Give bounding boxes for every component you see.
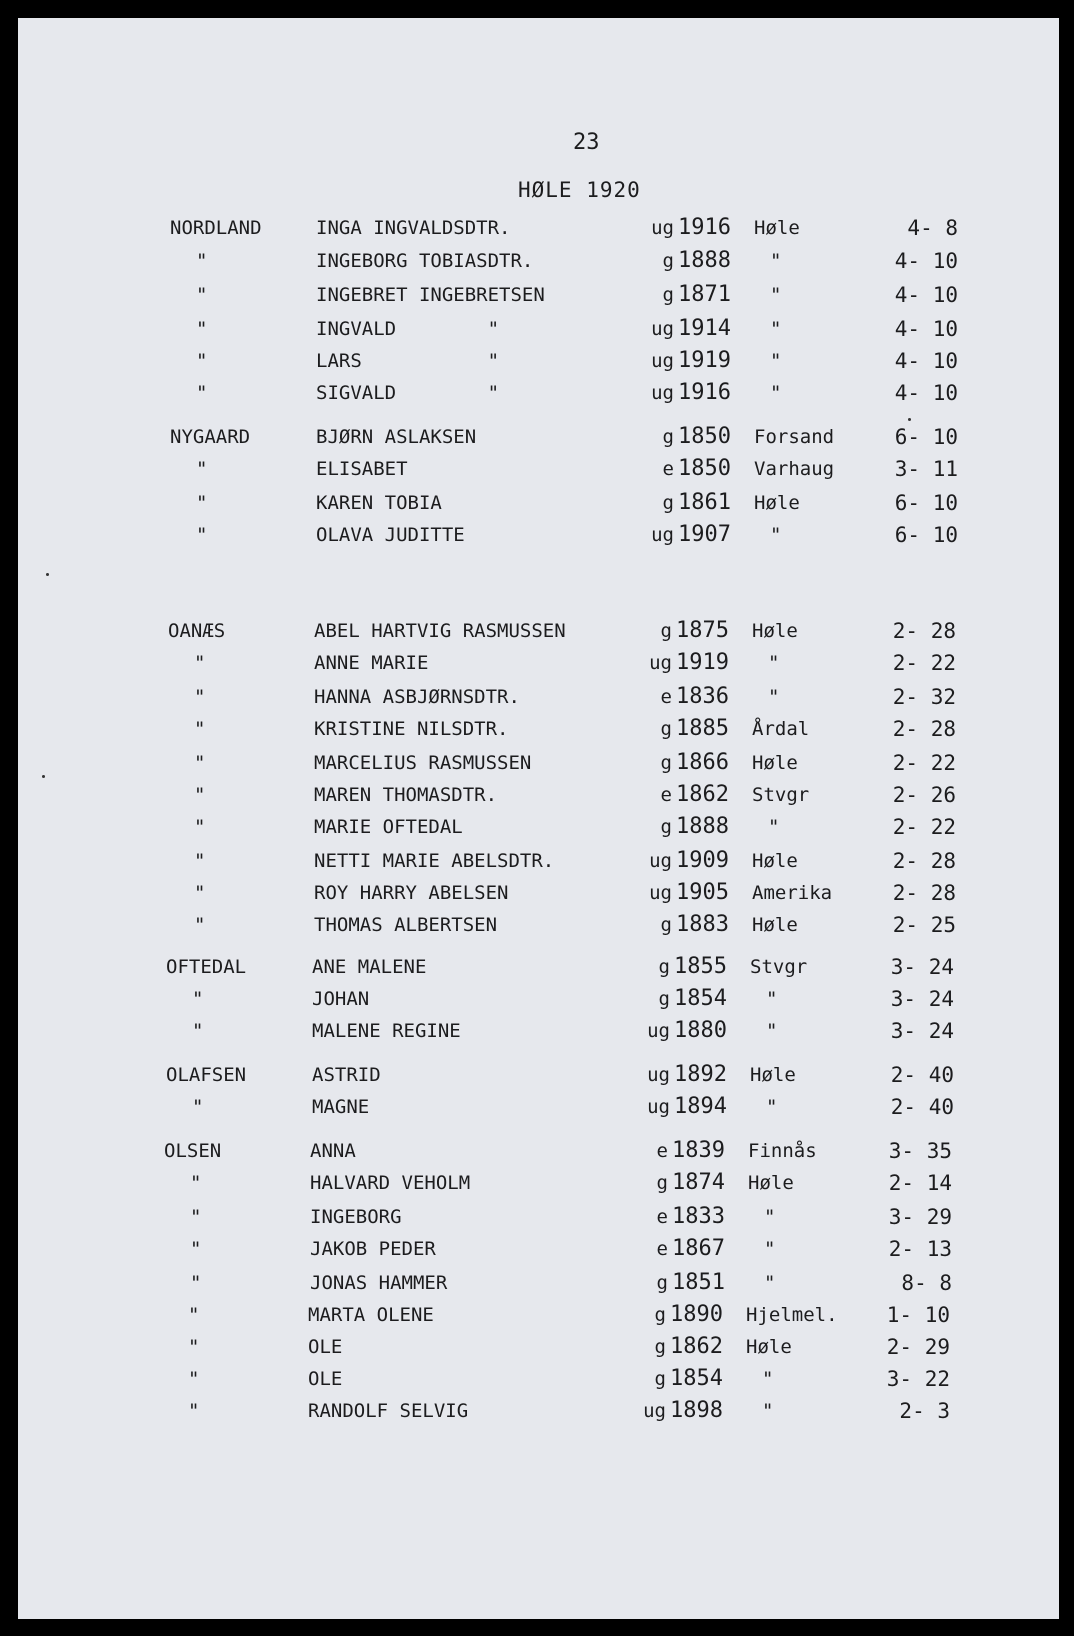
birthplace-cell: " xyxy=(768,686,780,708)
surname-cell: " xyxy=(194,752,206,774)
birthplace-cell: Høle xyxy=(754,492,800,514)
birth-year-cell: 1916 xyxy=(678,380,731,405)
birthplace-cell: " xyxy=(762,1368,774,1390)
list-item xyxy=(18,454,1059,484)
given-name-cell: ANNA xyxy=(310,1140,356,1162)
birth-year-cell: 1888 xyxy=(676,814,729,839)
status-cell: g xyxy=(660,752,672,774)
birthplace-cell: " xyxy=(770,524,782,546)
status-cell: e xyxy=(660,784,672,806)
list-item xyxy=(14,1060,1055,1090)
list-item xyxy=(14,1092,1055,1122)
birthplace-cell: " xyxy=(770,284,782,306)
surname-cell: " xyxy=(188,1336,200,1358)
birth-year-cell: 1871 xyxy=(678,282,731,307)
given-name-cell: KRISTINE NILSDTR. xyxy=(314,718,509,740)
given-name-cell: MARIE OFTEDAL xyxy=(314,816,463,838)
reference-cell: 8- 8 xyxy=(901,1271,952,1295)
reference-cell: 2- 13 xyxy=(888,1237,952,1261)
status-cell: ug xyxy=(651,524,674,546)
given-name-cell: INGEBORG TOBIASDTR. xyxy=(316,250,534,272)
birthplace-cell: Amerika xyxy=(752,882,833,904)
status-cell: g xyxy=(656,1172,668,1194)
surname-cell: " xyxy=(190,1238,202,1260)
surname-cell: " xyxy=(196,458,208,480)
reference-cell: 2- 29 xyxy=(886,1335,950,1359)
surname-cell: " xyxy=(196,318,208,340)
birth-year-cell: 1880 xyxy=(674,1018,727,1043)
surname-cell: " xyxy=(192,1096,204,1118)
status-cell: g xyxy=(658,988,670,1010)
surname-cell: " xyxy=(196,382,208,404)
surname-cell: " xyxy=(194,686,206,708)
given-name-cell: JAKOB PEDER xyxy=(310,1238,436,1260)
given-name-cell: ANNE MARIE xyxy=(314,652,429,674)
surname-cell: " xyxy=(194,850,206,872)
birth-year-cell: 1866 xyxy=(676,750,729,775)
list-item xyxy=(16,846,1057,876)
surname-cell: " xyxy=(192,1020,204,1042)
birth-year-cell: 1862 xyxy=(670,1334,723,1359)
given-name-cell: INGA INGVALDSDTR. xyxy=(316,217,511,239)
given-name-cell: MARCELIUS RASMUSSEN xyxy=(314,752,532,774)
birthplace-cell: " xyxy=(764,1238,776,1260)
list-item xyxy=(18,280,1059,310)
birth-year-cell: 1892 xyxy=(674,1062,727,1087)
birthplace-cell: Stvgr xyxy=(750,956,808,978)
birth-year-cell: 1909 xyxy=(676,848,729,873)
document-page xyxy=(18,18,1059,1619)
birthplace-cell: " xyxy=(770,350,782,372)
list-item xyxy=(10,1364,1051,1394)
list-item xyxy=(18,346,1059,376)
list-item xyxy=(16,714,1057,744)
list-item xyxy=(16,748,1057,778)
birthplace-cell: Høle xyxy=(752,620,798,642)
given-name-cell: MAGNE xyxy=(312,1096,370,1118)
birth-year-cell: 1916 xyxy=(678,215,731,240)
birthplace-cell: Høle xyxy=(746,1336,792,1358)
birthplace-cell: " xyxy=(764,1272,776,1294)
birth-year-cell: 1850 xyxy=(678,424,731,449)
surname-cell: OLSEN xyxy=(164,1140,222,1162)
birthplace-cell: Årdal xyxy=(752,718,810,740)
surname-cell: " xyxy=(190,1172,202,1194)
reference-cell: 6- 10 xyxy=(894,425,958,449)
given-name-cell: HANNA ASBJØRNSDTR. xyxy=(314,686,520,708)
birthplace-cell: " xyxy=(766,1096,778,1118)
birth-year-cell: 1898 xyxy=(670,1398,723,1423)
list-item xyxy=(16,878,1057,908)
status-cell: e xyxy=(656,1238,668,1260)
given-name-cell: HALVARD VEHOLM xyxy=(310,1172,471,1194)
list-item xyxy=(12,1234,1053,1264)
reference-cell: 2- 26 xyxy=(892,783,956,807)
birth-year-cell: 1919 xyxy=(678,348,731,373)
list-item xyxy=(12,1136,1053,1166)
list-item xyxy=(18,520,1059,550)
birthplace-cell: " xyxy=(768,652,780,674)
surname-cell: " xyxy=(190,1272,202,1294)
surname-cell: " xyxy=(196,284,208,306)
list-item xyxy=(18,422,1059,452)
list-item xyxy=(10,1396,1051,1426)
reference-cell: 2- 3 xyxy=(899,1399,950,1423)
reference-cell: 4- 8 xyxy=(907,216,958,240)
surname-cell: " xyxy=(196,350,208,372)
birthplace-cell: Forsand xyxy=(754,426,835,448)
given-name-cell: JOHAN xyxy=(312,988,370,1010)
status-cell: ug xyxy=(651,350,674,372)
birth-year-cell: 1836 xyxy=(676,684,729,709)
list-item xyxy=(16,682,1057,712)
birth-year-cell: 1907 xyxy=(678,522,731,547)
list-item xyxy=(12,1202,1053,1232)
reference-cell: 2- 22 xyxy=(892,815,956,839)
birth-year-cell: 1905 xyxy=(676,880,729,905)
list-item xyxy=(16,812,1057,842)
status-cell: g xyxy=(662,426,674,448)
status-cell: g xyxy=(654,1336,666,1358)
reference-cell: 3- 22 xyxy=(886,1367,950,1391)
birth-year-cell: 1874 xyxy=(672,1170,725,1195)
birthplace-cell: " xyxy=(764,1206,776,1228)
given-name-cell: ASTRID xyxy=(312,1064,381,1086)
reference-cell: 4- 10 xyxy=(894,381,958,405)
status-cell: ug xyxy=(647,1096,670,1118)
birthplace-cell: Finnås xyxy=(748,1140,817,1162)
list-item xyxy=(18,378,1059,408)
birthplace-cell: Høle xyxy=(752,850,798,872)
status-cell: ug xyxy=(651,217,674,239)
list-item xyxy=(18,488,1059,518)
reference-cell: 3- 29 xyxy=(888,1205,952,1229)
birthplace-cell: Høle xyxy=(754,217,800,239)
given-name-cell: INGEBORG xyxy=(310,1206,402,1228)
birthplace-cell: " xyxy=(762,1400,774,1422)
birth-year-cell: 1890 xyxy=(670,1302,723,1327)
birth-year-cell: 1839 xyxy=(672,1138,725,1163)
reference-cell: 3- 24 xyxy=(890,987,954,1011)
status-cell: ug xyxy=(649,652,672,674)
reference-cell: 3- 11 xyxy=(894,457,958,481)
surname-cell: " xyxy=(192,988,204,1010)
list-item xyxy=(16,910,1057,940)
birth-year-cell: 1854 xyxy=(674,986,727,1011)
status-cell: g xyxy=(662,492,674,514)
status-cell: ug xyxy=(649,882,672,904)
birthplace-cell: Hjelmel. xyxy=(746,1304,838,1326)
list-item xyxy=(18,246,1059,276)
surname-cell: " xyxy=(196,524,208,546)
surname-cell: " xyxy=(188,1368,200,1390)
birthplace-cell: " xyxy=(768,816,780,838)
reference-cell: 2- 40 xyxy=(890,1095,954,1119)
given-name-cell: NETTI MARIE ABELSDTR. xyxy=(314,850,555,872)
reference-cell: 2- 28 xyxy=(892,619,956,643)
reference-cell: 6- 10 xyxy=(894,523,958,547)
birth-year-cell: 1919 xyxy=(676,650,729,675)
given-name-cell: SIGVALD " xyxy=(316,382,500,404)
page-title: HØLE 1920 xyxy=(518,178,641,202)
birthplace-cell: Høle xyxy=(750,1064,796,1086)
status-cell: g xyxy=(660,718,672,740)
status-cell: g xyxy=(656,1272,668,1294)
status-cell: e xyxy=(656,1206,668,1228)
surname-cell: OANÆS xyxy=(168,620,226,642)
surname-cell: " xyxy=(196,250,208,272)
surname-cell: " xyxy=(194,816,206,838)
surname-cell: " xyxy=(188,1304,200,1326)
given-name-cell: MALENE REGINE xyxy=(312,1020,461,1042)
birth-year-cell: 1914 xyxy=(678,316,731,341)
status-cell: g xyxy=(660,620,672,642)
list-item xyxy=(18,213,1059,243)
given-name-cell: ROY HARRY ABELSEN xyxy=(314,882,509,904)
birthplace-cell: " xyxy=(770,382,782,404)
birth-year-cell: 1867 xyxy=(672,1236,725,1261)
reference-cell: 3- 24 xyxy=(890,1019,954,1043)
reference-cell: 2- 28 xyxy=(892,881,956,905)
surname-cell: NYGAARD xyxy=(170,426,251,448)
ink-speck xyxy=(46,573,49,576)
birthplace-cell: " xyxy=(766,1020,778,1042)
birth-year-cell: 1894 xyxy=(674,1094,727,1119)
given-name-cell: ELISABET xyxy=(316,458,408,480)
list-item xyxy=(16,780,1057,810)
birth-year-cell: 1833 xyxy=(672,1204,725,1229)
birth-year-cell: 1854 xyxy=(670,1366,723,1391)
list-item xyxy=(14,984,1055,1014)
given-name-cell: MARTA OLENE xyxy=(308,1304,434,1326)
status-cell: ug xyxy=(651,318,674,340)
reference-cell: 2- 28 xyxy=(892,849,956,873)
birth-year-cell: 1883 xyxy=(676,912,729,937)
list-item xyxy=(16,648,1057,678)
reference-cell: 2- 32 xyxy=(892,685,956,709)
status-cell: ug xyxy=(643,1400,666,1422)
status-cell: ug xyxy=(649,850,672,872)
reference-cell: 1- 10 xyxy=(886,1303,950,1327)
given-name-cell: INGEBRET INGEBRETSEN xyxy=(316,284,545,306)
reference-cell: 3- 24 xyxy=(890,955,954,979)
given-name-cell: RANDOLF SELVIG xyxy=(308,1400,469,1422)
reference-cell: 4- 10 xyxy=(894,349,958,373)
status-cell: e xyxy=(662,458,674,480)
surname-cell: NORDLAND xyxy=(170,217,262,239)
status-cell: g xyxy=(660,914,672,936)
surname-cell: " xyxy=(194,784,206,806)
status-cell: g xyxy=(660,816,672,838)
birthplace-cell: Stvgr xyxy=(752,784,810,806)
reference-cell: 4- 10 xyxy=(894,249,958,273)
surname-cell: OFTEDAL xyxy=(166,956,247,978)
birthplace-cell: " xyxy=(766,988,778,1010)
reference-cell: 2- 22 xyxy=(892,751,956,775)
birth-year-cell: 1850 xyxy=(678,456,731,481)
birthplace-cell: Varhaug xyxy=(754,458,835,480)
reference-cell: 2- 25 xyxy=(892,913,956,937)
birth-year-cell: 1885 xyxy=(676,716,729,741)
reference-cell: 2- 40 xyxy=(890,1063,954,1087)
birth-year-cell: 1855 xyxy=(674,954,727,979)
given-name-cell: ABEL HARTVIG RASMUSSEN xyxy=(314,620,566,642)
given-name-cell: BJØRN ASLAKSEN xyxy=(316,426,477,448)
reference-cell: 4- 10 xyxy=(894,317,958,341)
status-cell: g xyxy=(662,284,674,306)
birthplace-cell: " xyxy=(770,250,782,272)
reference-cell: 2- 22 xyxy=(892,651,956,675)
list-item xyxy=(12,1168,1053,1198)
surname-cell: " xyxy=(190,1206,202,1228)
reference-cell: 2- 28 xyxy=(892,717,956,741)
birth-year-cell: 1888 xyxy=(678,248,731,273)
status-cell: e xyxy=(660,686,672,708)
list-item xyxy=(10,1300,1051,1330)
given-name-cell: ANE MALENE xyxy=(312,956,427,978)
given-name-cell: INGVALD " xyxy=(316,318,500,340)
status-cell: g xyxy=(654,1304,666,1326)
reference-cell: 2- 14 xyxy=(888,1171,952,1195)
birth-year-cell: 1861 xyxy=(678,490,731,515)
status-cell: g xyxy=(662,250,674,272)
given-name-cell: JONAS HAMMER xyxy=(310,1272,448,1294)
list-item xyxy=(16,616,1057,646)
surname-cell: OLAFSEN xyxy=(166,1064,247,1086)
given-name-cell: LARS " xyxy=(316,350,500,372)
reference-cell: 4- 10 xyxy=(894,283,958,307)
birthplace-cell: Høle xyxy=(748,1172,794,1194)
status-cell: ug xyxy=(651,382,674,404)
birth-year-cell: 1875 xyxy=(676,618,729,643)
status-cell: ug xyxy=(647,1064,670,1086)
page-number: 23 xyxy=(573,130,600,155)
status-cell: e xyxy=(656,1140,668,1162)
birthplace-cell: " xyxy=(770,318,782,340)
list-item xyxy=(12,1268,1053,1298)
list-item xyxy=(10,1332,1051,1362)
surname-cell: " xyxy=(194,652,206,674)
given-name-cell: OLE xyxy=(308,1336,343,1358)
reference-cell: 6- 10 xyxy=(894,491,958,515)
list-item xyxy=(14,952,1055,982)
surname-cell: " xyxy=(188,1400,200,1422)
status-cell: g xyxy=(658,956,670,978)
surname-cell: " xyxy=(194,718,206,740)
ink-speck xyxy=(42,775,45,778)
surname-cell: " xyxy=(196,492,208,514)
birthplace-cell: Høle xyxy=(752,752,798,774)
list-item xyxy=(14,1016,1055,1046)
status-cell: ug xyxy=(647,1020,670,1042)
reference-cell: 3- 35 xyxy=(888,1139,952,1163)
given-name-cell: THOMAS ALBERTSEN xyxy=(314,914,498,936)
surname-cell: " xyxy=(194,882,206,904)
surname-cell: " xyxy=(194,914,206,936)
given-name-cell: MAREN THOMASDTR. xyxy=(314,784,498,806)
list-item xyxy=(18,314,1059,344)
given-name-cell: KAREN TOBIA xyxy=(316,492,442,514)
given-name-cell: OLAVA JUDITTE xyxy=(316,524,465,546)
given-name-cell: OLE xyxy=(308,1368,343,1390)
birth-year-cell: 1851 xyxy=(672,1270,725,1295)
ink-speck xyxy=(908,418,911,421)
birth-year-cell: 1862 xyxy=(676,782,729,807)
birthplace-cell: Høle xyxy=(752,914,798,936)
status-cell: g xyxy=(654,1368,666,1390)
